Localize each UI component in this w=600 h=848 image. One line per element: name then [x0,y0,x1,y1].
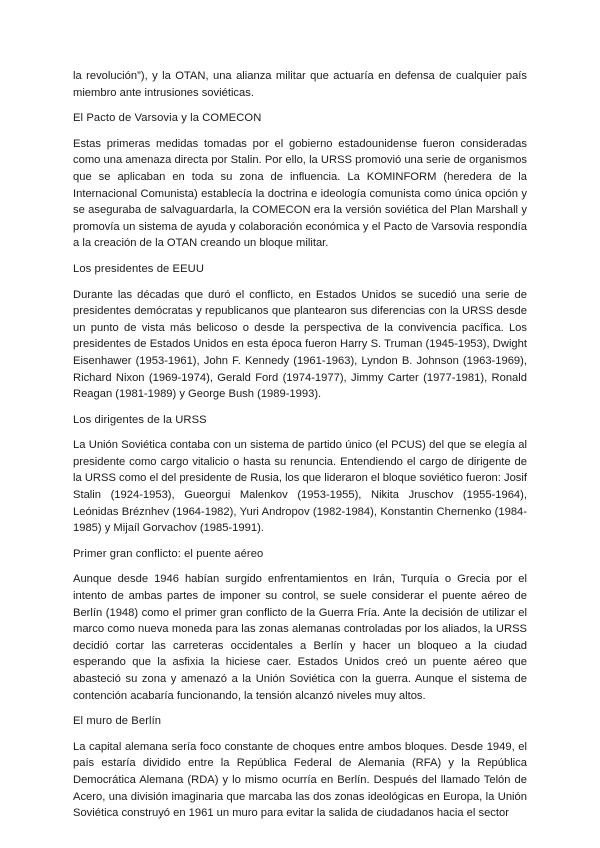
section-heading-muro-berlin: El muro de Berlín [73,715,162,728]
section-heading-pacto-varsovia: El Pacto de Varsovia y la COMECON [73,112,262,125]
section-heading-dirigentes-urss: Los dirigentes de la URSS [73,413,207,426]
intro-paragraph: la revolución”), y la OTAN, una alianza militar que actuaría en defensa de cualquier país miembro ante intrusiones soviéticas. [73,70,527,99]
section-body-puente-aereo: Aunque desde 1946 habían surgido enfrentamientos en Irán, Turquía o Grecia por el intento de ambas partes de imponer su control, se suele considerar el puente aéreo de Berlín (1948) como el primer gran conflicto de la Guerra Fría. Ante la decisión de utilizar el marco como nueva moneda para las zonas alemanas controladas por los aliados, la URSS decidió cortar las carreteras occidentales a Berlín y hacer un bloqueo a la ciudad esperando que la asfixia la hiciese caer. Estados Unidos creó un puente aéreo que abasteció su zona y amenazó a la Unión Soviética con la guerra. Aunque el sistema de contención acabaría funcionando, la tensión alcanzó niveles muy altos. [73,573,527,702]
section-body-dirigentes-urss: La Unión Soviética contaba con un sistema de partido único (el PCUS) del que se elegía al presidente como cargo vitalicio o hasta su renuncia. Entendiendo el cargo de dirigente de la URSS como el del presidente de Rusia, los que lideraron el bloque soviético fueron: Josif Stalin (1924-1953), Gueorgui Malenkov (1953-1955), Nikita Jruschov (1955-1964), Leónidas Bréznhev (1964-1982), Yuri Andropov (1982-1984), Konstantin Chernenko (1984-1985) y Mijaíl Gorvachov (1985-1991). [73,439,527,535]
section-heading-puente-aereo: Primer gran conflicto: el puente aéreo [73,547,264,560]
section-body-pacto-varsovia: Estas primeras medidas tomadas por el gobierno estadounidense fueron consideradas como una amenaza directa por Stalin. Por ello, la URSS promovió una serie de organismos que se aplicaban en toda su zona de influencia. La KOMINFORM (heredera de la Internacional Comunista) establecía la doctrina e ideología comunista como única opción y se aseguraba de salvaguardarla, la COMECON era la versión soviética del Plan Marshall y promovía un sistema de ayuda y colaboración económica y el Pacto de Varsovia respondía a la creación de la OTAN creando un bloque militar. [73,137,527,250]
section-body-muro-berlin: La capital alemana sería foco constante de choques entre ambos bloques. Desde 1949, el país estaría dividido entre la República Federal de Alemania (RFA) y la República Democrática Alemana (RDA) y lo mismo ocurría en Berlín. Después del llamado Telón de Acero, una división imaginaria que marcaba las dos zonas ideológicas en Europa, la Unión Soviética construyó en 1961 un muro para evitar la salida de ciudadanos hacia el sector [73,740,527,820]
section-heading-presidentes-eeuu: Los presidentes de EEUU [73,262,205,275]
section-body-presidentes-eeuu: Durante las décadas que duró el conflicto, en Estados Unidos se sucedió una serie de presidentes demócratas y republicanos que plantearon sus diferencias con la URSS desde un punto de vista más belicoso o desde la perspectiva de la convivencia pacífica. Los presidentes de Estados Unidos en esta época fueron Harry S. Truman (1945-1953), Dwight Eisenhawer (1953-1961), John F. Kennedy (1961-1963), Lyndon B. Johnson (1963-1969), Richard Nixon (1969-1974), Gerald Ford (1974-1977), Jimmy Carter (1977-1981), Ronald Reagan (1981-1989) y George Bush (1989-1993). [73,288,527,401]
